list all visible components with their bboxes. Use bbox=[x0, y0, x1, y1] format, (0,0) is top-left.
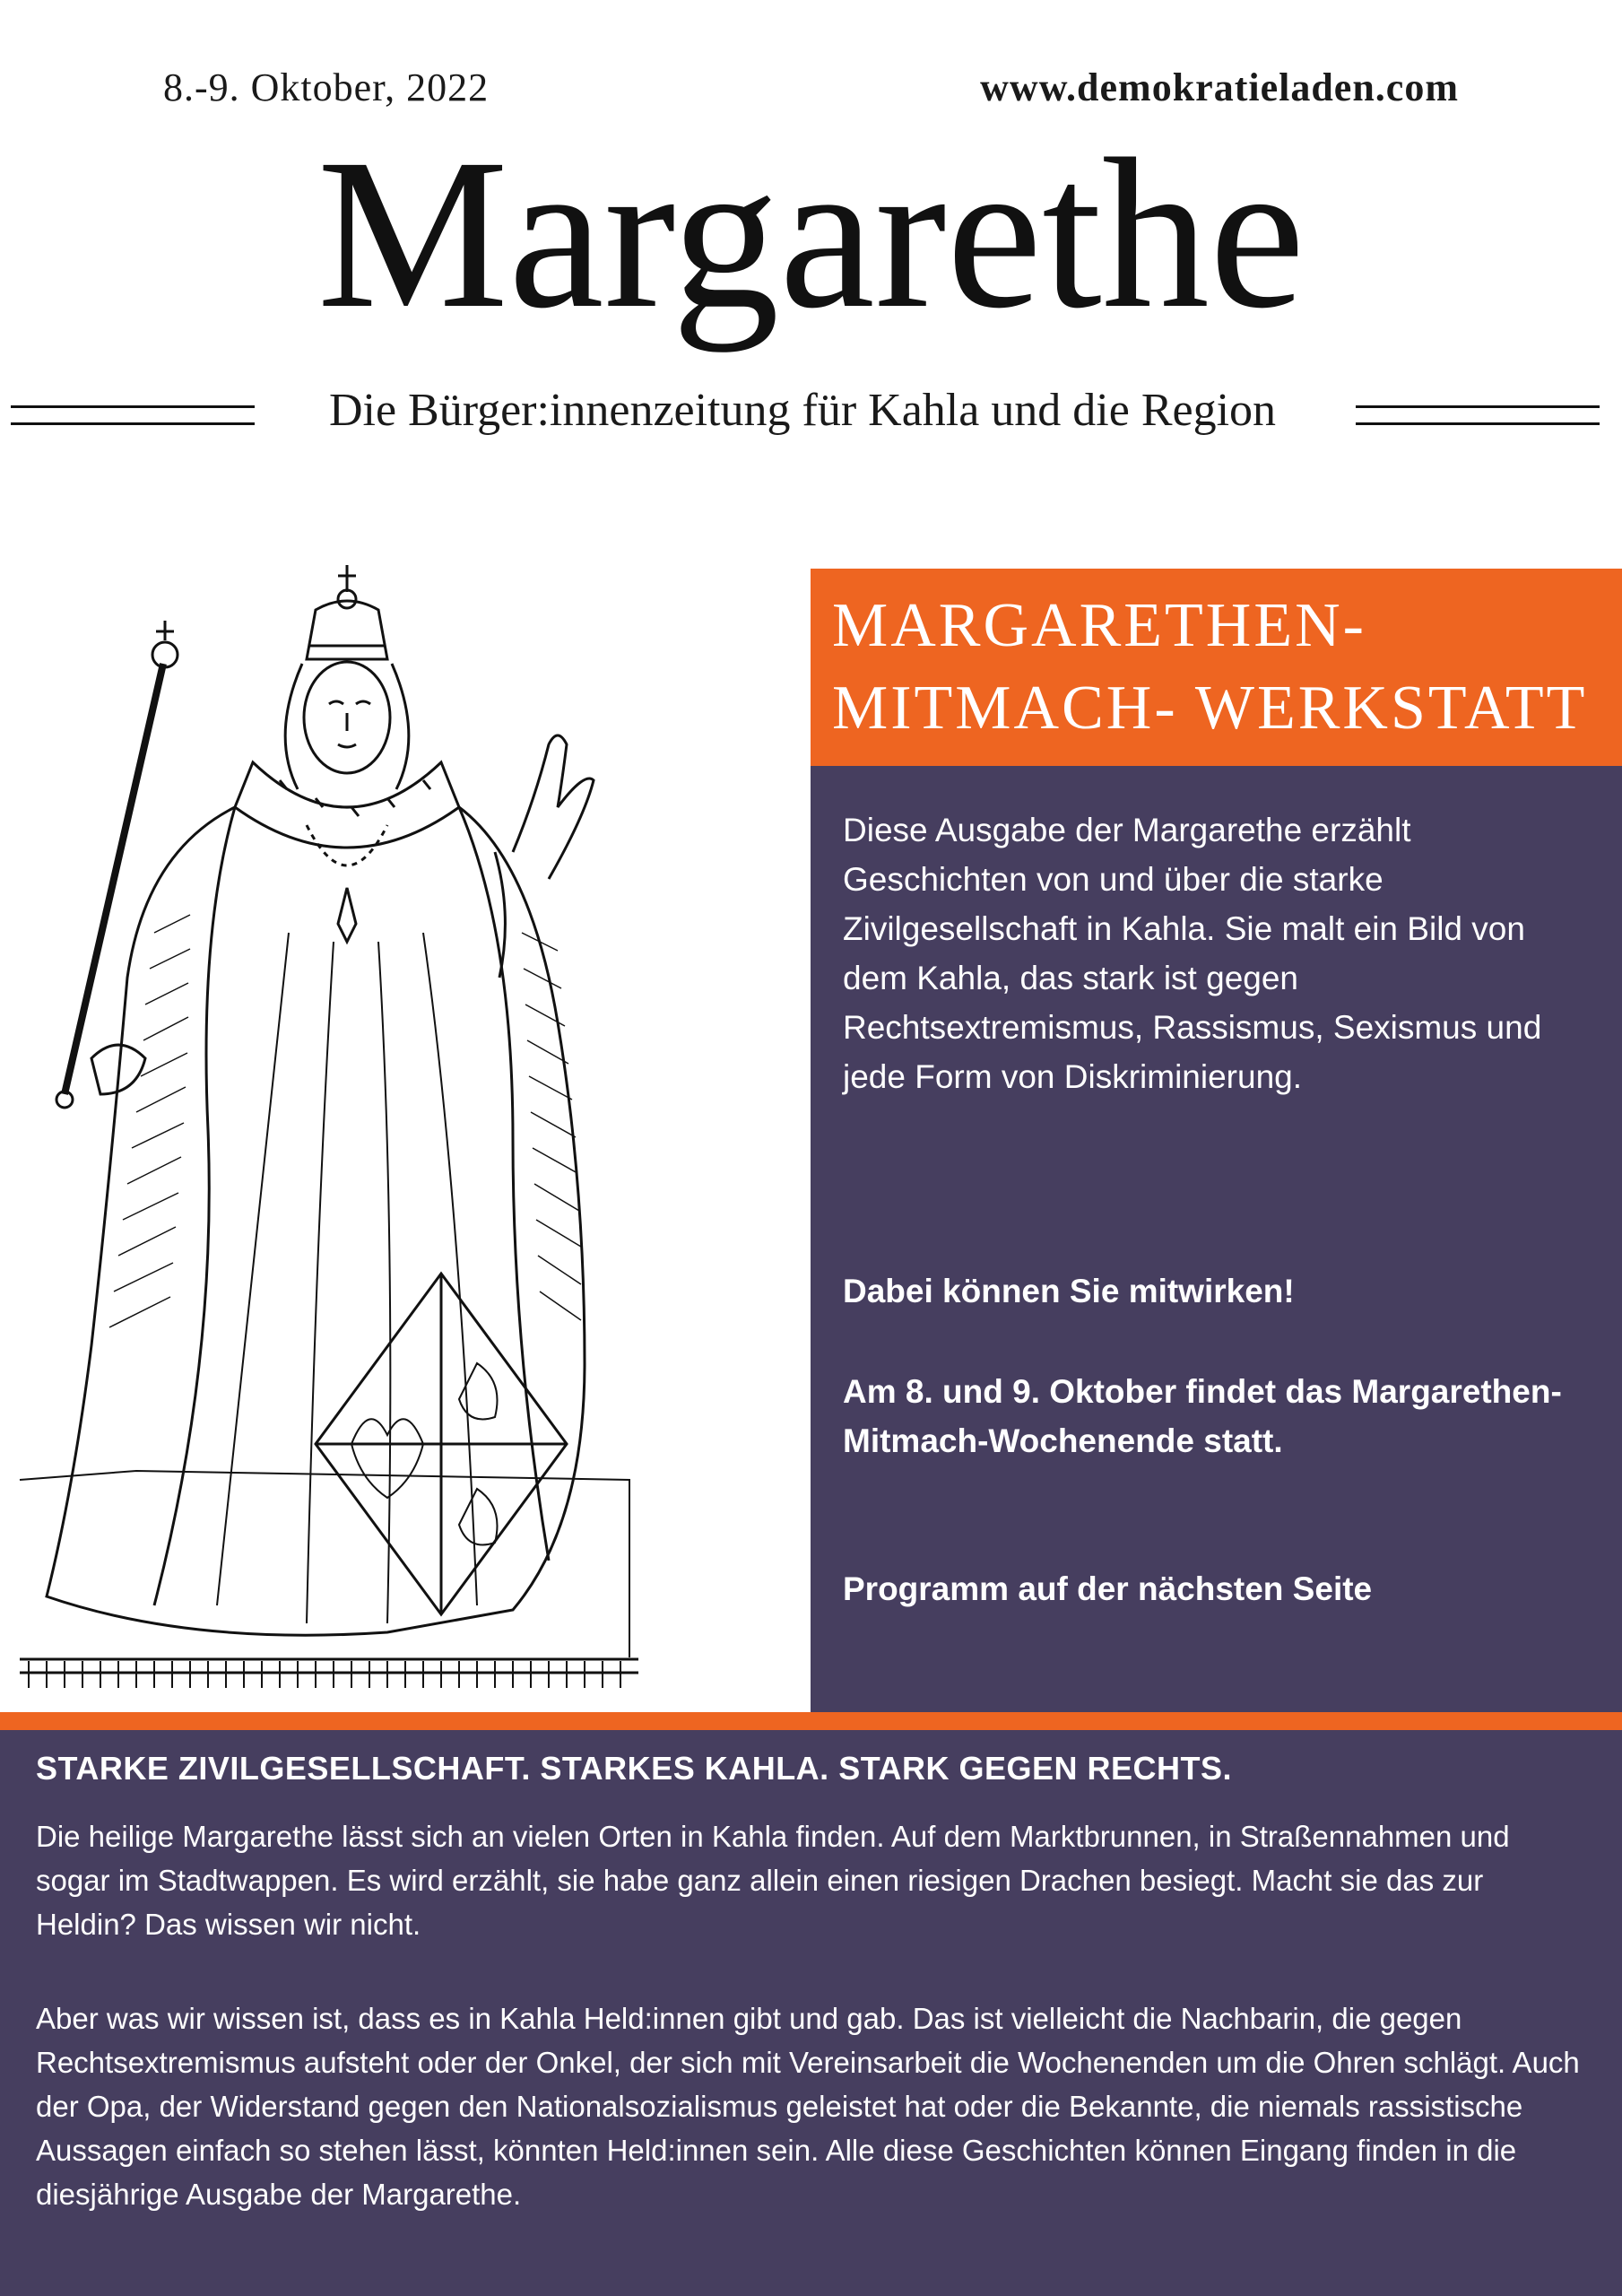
saint-margarethe-illustration bbox=[11, 556, 638, 1695]
feature-title bbox=[832, 585, 1613, 750]
left-double-rule bbox=[11, 405, 255, 432]
feature-body-box bbox=[811, 766, 1622, 1712]
website-link[interactable]: www.demokratieladen.com bbox=[980, 65, 1459, 109]
article-headline: STARKE ZIVILGESELLSCHAFT. STARKES KAHLA. STARK GEGEN RECHTS. bbox=[36, 1750, 1233, 1787]
masthead-subtitle: Die Bürger:innenzeitung für Kahla und die Region bbox=[328, 385, 1277, 436]
feature-program-note: Programm auf der nächsten Seite bbox=[843, 1570, 1373, 1607]
orange-divider-strip bbox=[0, 1712, 1622, 1730]
feature-call-to-action: Dabei können Sie mitwirken! bbox=[843, 1273, 1295, 1309]
right-double-rule bbox=[1356, 405, 1600, 432]
article-section bbox=[0, 1730, 1622, 2296]
masthead-title: Margarethe bbox=[317, 114, 1305, 352]
issue-date: 8.-9. Oktober, 2022 bbox=[163, 65, 490, 109]
article-paragraph-2: Aber was wir wissen ist, dass es in Kahla Held:innen gibt und gab. Das ist vielleicht die Nachbarin, die gegen Rechtsextremismus aufsteht oder der Onkel, der sich mit Vereinsarbeit die Wochenenden um die Ohren schlägt. Auch der Opa, der Widerstand gegen den Nationalsozialismus geleistet hat oder die Bekannte, die niemals rassistische Aussagen einfach so stehen lässt, könnten Held:innen sein. Alle diese Geschichten können Eingang finden in die diesjährige Ausgabe der Margarethe. bbox=[36, 2002, 1580, 2211]
feature-title-line-2: MITMACH- WERKSTATT bbox=[832, 674, 1588, 743]
article-paragraph-1: Die heilige Margarethe lässt sich an vielen Orten in Kahla finden. Auf dem Marktbrunnen, in Straßennahmen und sogar im Stadtwappen. Es wird erzählt, sie habe ganz allein einen riesigen Drachen besiegt. Macht sie das zur Heldin? Das wissen wir nicht. bbox=[36, 1820, 1510, 1941]
feature-title-line-1: MARGARETHEN- bbox=[832, 591, 1366, 660]
feature-event-text: Am 8. und 9. Oktober findet das Margarethen-Mitmach-Wochenende statt. bbox=[843, 1373, 1562, 1459]
feature-title-box bbox=[811, 569, 1622, 766]
feature-intro-text: Diese Ausgabe der Margarethe erzählt Geschichten von und über die starke Zivilgesellschaft in Kahla. Sie malt ein Bild von dem Kahla, das stark ist gegen Rechtsextremismus, Rassismus, Sexismus und jede Form von Diskriminierung. bbox=[843, 812, 1542, 1095]
